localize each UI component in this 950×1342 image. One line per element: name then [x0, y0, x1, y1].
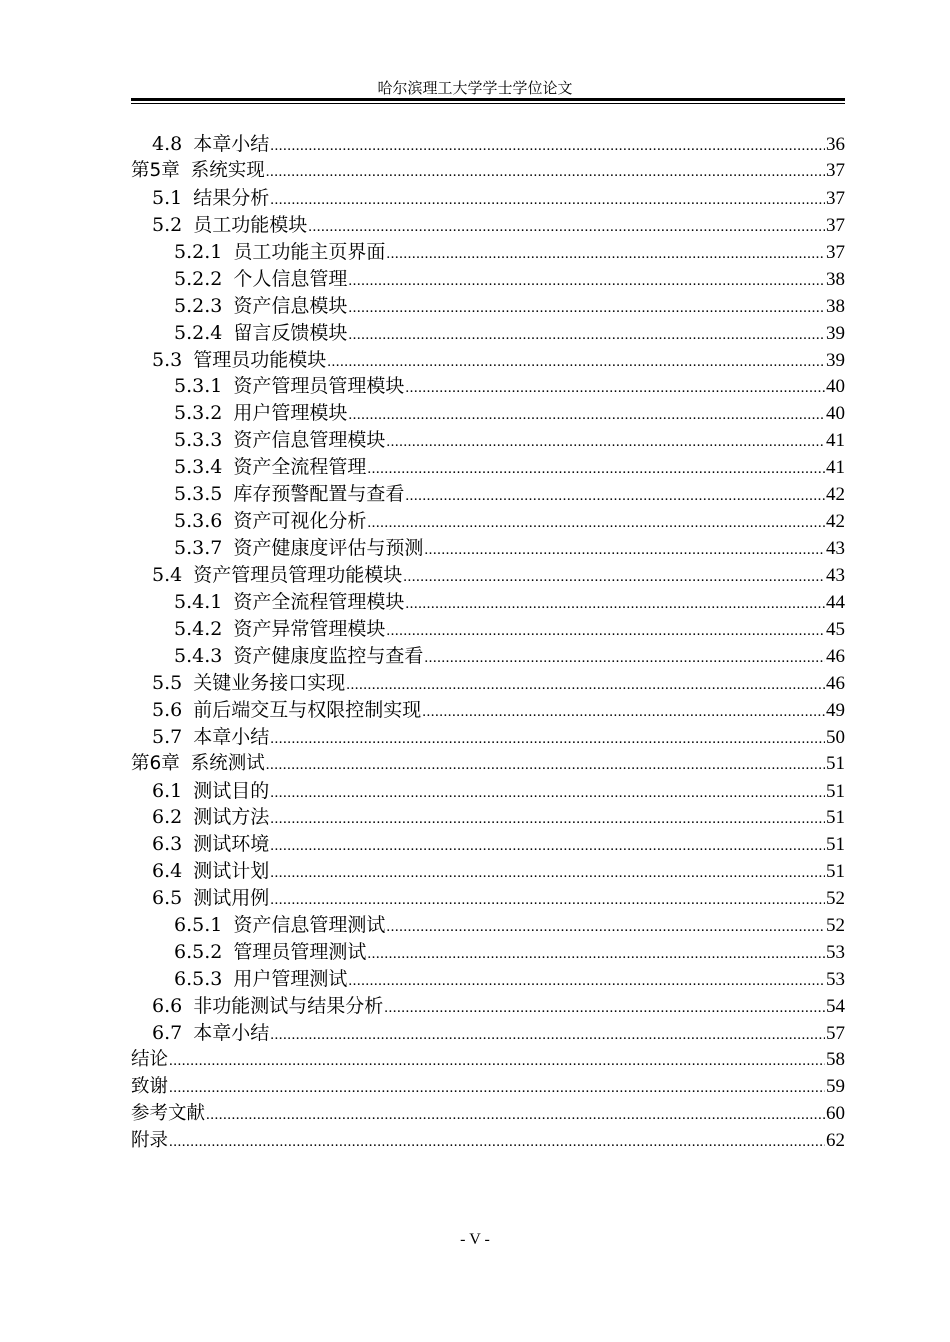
toc-entry-page: 40 — [826, 376, 845, 398]
toc-entry[interactable] — [131, 831, 845, 858]
toc-dot-leader — [270, 187, 825, 212]
toc-entry-title: 员工功能模块 — [193, 213, 308, 236]
toc-entry[interactable] — [131, 347, 845, 374]
toc-entry[interactable] — [131, 266, 845, 293]
toc-dot-leader — [270, 726, 825, 751]
toc-entry-number: 6.3 — [152, 833, 183, 856]
toc-entry-title: 本章小结 — [193, 1021, 270, 1044]
toc-entry-title: 非功能测试与结果分析 — [193, 995, 384, 1017]
toc-entry-title: 用户管理测试 — [233, 968, 348, 991]
toc-entry-page: 53 — [826, 969, 845, 991]
toc-entry[interactable] — [131, 804, 845, 831]
toc-entry-number: 5.6 — [152, 698, 183, 721]
toc-entry-title: 本章小结 — [193, 133, 270, 155]
toc-dot-leader — [266, 752, 825, 778]
toc-entry-title: 用户管理模块 — [233, 402, 348, 425]
toc-dot-leader — [386, 618, 825, 643]
toc-dot-leader — [367, 510, 825, 535]
toc-entry-number: 5.3.1 — [174, 375, 223, 398]
toc-entry-page: 38 — [826, 295, 845, 317]
toc-entry-page: 39 — [826, 322, 845, 344]
toc-entry-page: 46 — [826, 672, 845, 694]
toc-entry[interactable] — [131, 751, 845, 778]
toc-entry-title: 本章小结 — [193, 725, 270, 748]
toc-entry[interactable] — [131, 939, 845, 966]
toc-entry[interactable] — [131, 858, 845, 885]
toc-entry-page: 52 — [826, 888, 845, 910]
toc-entry-page: 42 — [826, 484, 845, 506]
toc-entry-number: 5.3.2 — [174, 402, 223, 425]
toc-entry-number: 6.5 — [152, 887, 183, 910]
toc-entry-title: 资产健康度监控与查看 — [233, 644, 424, 667]
toc-entry-title: 测试用例 — [193, 887, 270, 910]
toc-entry-number: 5.3.6 — [174, 510, 223, 533]
toc-entry-number: 5.7 — [152, 725, 183, 748]
toc-entry-title: 库存预警配置与查看 — [233, 483, 405, 506]
toc-dot-leader — [384, 995, 825, 1020]
toc-entry-page: 62 — [826, 1129, 845, 1151]
toc-entry-number: 5.3.4 — [174, 456, 223, 479]
toc-entry-page: 41 — [826, 430, 845, 452]
toc-entry-page: 43 — [826, 565, 845, 586]
toc-entry-page: 40 — [826, 403, 845, 425]
toc-dot-leader — [270, 133, 825, 158]
toc-entry-title: 员工功能主页界面 — [233, 240, 386, 263]
toc-entry-page: 37 — [826, 214, 845, 236]
toc-entry[interactable] — [131, 158, 845, 185]
toc-dot-leader — [405, 483, 825, 508]
toc-entry[interactable] — [131, 1047, 845, 1074]
toc-entry-page: 51 — [826, 834, 845, 856]
toc-dot-leader — [386, 914, 825, 939]
toc-entry-page: 60 — [826, 1102, 845, 1124]
toc-entry-title: 资产管理员管理模块 — [233, 375, 405, 398]
toc-entry-page: 59 — [826, 1075, 845, 1097]
toc-entry-number: 6.1 — [152, 779, 183, 802]
toc-dot-leader — [346, 672, 825, 697]
toc-dot-leader — [270, 833, 825, 858]
toc-entry[interactable] — [131, 562, 845, 589]
toc-entry-title: 参考文献 — [131, 1102, 206, 1124]
toc-dot-leader — [405, 375, 825, 400]
toc-entry[interactable] — [131, 993, 845, 1020]
toc-dot-leader — [206, 1102, 825, 1128]
toc-dot-leader — [169, 1048, 825, 1074]
toc-entry-number: 5.2.4 — [174, 321, 223, 344]
toc-entry-title: 资产信息管理模块 — [233, 429, 386, 452]
toc-entry[interactable] — [131, 239, 845, 266]
toc-entry-page: 39 — [826, 349, 845, 371]
toc-dot-leader — [386, 429, 825, 454]
toc-entry-title: 留言反馈模块 — [233, 321, 348, 344]
toc-entry-number: 6.6 — [152, 995, 183, 1017]
toc-entry-number: 5.3.5 — [174, 483, 223, 506]
toc-entry-number: 第5章 — [131, 159, 180, 181]
toc-entry-number: 5.1 — [152, 186, 183, 209]
toc-dot-leader — [348, 968, 825, 993]
toc-entry[interactable] — [131, 778, 845, 805]
toc-entry[interactable] — [131, 1101, 845, 1128]
toc-entry-page: 38 — [826, 268, 845, 290]
toc-dot-leader — [405, 591, 825, 616]
toc-entry[interactable] — [131, 885, 845, 912]
toc-entry-title: 资产全流程管理模块 — [233, 590, 405, 613]
toc-entry-title: 结果分析 — [193, 186, 270, 209]
toc-entry-page: 36 — [826, 134, 845, 155]
toc-entry-number: 5.3.7 — [174, 537, 223, 560]
toc-entry[interactable] — [131, 508, 845, 535]
toc-entry-number: 6.4 — [152, 860, 183, 883]
toc-entry-page: 44 — [826, 591, 845, 613]
toc-entry-page: 43 — [826, 538, 845, 560]
toc-dot-leader — [270, 887, 825, 912]
toc-entry-title: 管理员功能模块 — [193, 348, 327, 371]
toc-entry[interactable] — [131, 670, 845, 697]
toc-dot-leader — [327, 349, 825, 374]
toc-entry-page: 54 — [826, 996, 845, 1017]
toc-dot-leader — [348, 402, 825, 427]
toc-entry-title: 资产可视化分析 — [233, 510, 367, 533]
header-rule-thick — [131, 98, 845, 101]
toc-entry-title: 关键业务接口实现 — [193, 671, 346, 694]
toc-entry-title: 个人信息管理 — [233, 267, 348, 290]
header-title: 哈尔滨理工大学学士学位论文 — [377, 79, 573, 97]
toc-entry-page: 51 — [826, 752, 845, 774]
toc-entry[interactable] — [131, 697, 845, 724]
toc-entry-title: 资产信息模块 — [233, 294, 348, 317]
toc-entry-title: 资产异常管理模块 — [233, 617, 386, 640]
toc-entry-title: 系统测试 — [190, 752, 265, 774]
toc-entry-title: 资产信息管理测试 — [233, 914, 386, 937]
toc-entry-number: 5.3 — [152, 348, 183, 371]
toc-entry-title: 资产全流程管理 — [233, 456, 367, 479]
toc-entry-page: 46 — [826, 645, 845, 667]
toc-entry-title: 测试计划 — [193, 860, 270, 883]
toc-entry[interactable] — [131, 293, 845, 320]
toc-dot-leader — [367, 941, 825, 966]
toc-entry[interactable] — [131, 616, 845, 643]
toc-entry-number: 6.5.3 — [174, 968, 223, 991]
toc-entry[interactable] — [131, 1020, 845, 1047]
toc-entry-page: 52 — [826, 915, 845, 937]
toc-entry[interactable] — [131, 643, 845, 670]
toc-entry-number: 5.4.2 — [174, 617, 223, 640]
toc-entry[interactable] — [131, 724, 845, 751]
toc-entry-title: 测试环境 — [193, 833, 270, 856]
toc-entry[interactable] — [131, 912, 845, 939]
toc-entry-title: 系统实现 — [190, 159, 265, 181]
toc-entry-page: 42 — [826, 511, 845, 533]
toc-dot-leader — [169, 1129, 825, 1155]
toc-entry[interactable] — [131, 131, 845, 158]
toc-entry-title: 测试目的 — [193, 779, 270, 802]
toc-dot-leader — [424, 537, 825, 562]
table-of-contents — [131, 131, 845, 1155]
toc-entry-number: 5.4 — [152, 564, 183, 586]
toc-dot-leader — [386, 241, 825, 266]
toc-dot-leader — [169, 1075, 825, 1101]
toc-entry-page: 41 — [826, 457, 845, 479]
toc-entry-number: 5.5 — [152, 671, 183, 694]
toc-entry[interactable] — [131, 481, 845, 508]
toc-entry-page: 51 — [826, 861, 845, 883]
toc-entry-number: 5.2.2 — [174, 267, 223, 290]
toc-entry-title: 结论 — [131, 1048, 169, 1070]
toc-entry-number: 5.2.1 — [174, 240, 223, 263]
toc-entry[interactable] — [131, 535, 845, 562]
toc-entry-number: 6.5.1 — [174, 914, 223, 937]
toc-dot-leader — [403, 564, 825, 589]
toc-entry[interactable] — [131, 966, 845, 993]
toc-entry-number: 4.8 — [152, 133, 183, 155]
toc-entry-title: 资产健康度评估与预测 — [233, 537, 424, 560]
toc-entry-page: 37 — [826, 159, 845, 181]
toc-entry[interactable] — [131, 320, 845, 347]
toc-entry-title: 前后端交互与权限控制实现 — [193, 698, 422, 721]
toc-entry-number: 第6章 — [131, 752, 180, 774]
toc-dot-leader — [422, 699, 825, 724]
toc-entry[interactable] — [131, 589, 845, 616]
toc-dot-leader — [270, 806, 825, 831]
toc-entry-page: 51 — [826, 780, 845, 802]
toc-entry[interactable] — [131, 1074, 845, 1101]
toc-entry-number: 5.2.3 — [174, 294, 223, 317]
toc-dot-leader — [348, 295, 825, 320]
toc-entry-page: 37 — [826, 187, 845, 209]
toc-entry-title: 管理员管理测试 — [233, 941, 367, 964]
toc-entry[interactable] — [131, 400, 845, 427]
toc-entry[interactable] — [131, 427, 845, 454]
toc-dot-leader — [348, 322, 825, 347]
toc-entry-title: 测试方法 — [193, 806, 270, 829]
toc-dot-leader — [270, 780, 825, 805]
toc-entry-page: 51 — [826, 807, 845, 829]
toc-entry-page: 57 — [826, 1022, 845, 1044]
toc-entry[interactable] — [131, 185, 845, 212]
toc-entry-page: 58 — [826, 1048, 845, 1070]
toc-entry-number: 5.3.3 — [174, 429, 223, 452]
toc-entry[interactable] — [131, 1128, 845, 1155]
toc-entry-title: 附录 — [131, 1129, 169, 1151]
toc-entry-number: 5.4.3 — [174, 644, 223, 667]
toc-entry-number: 6.2 — [152, 806, 183, 829]
header-rule-thin — [131, 103, 845, 104]
toc-entry-number: 6.5.2 — [174, 941, 223, 964]
toc-dot-leader — [308, 214, 825, 239]
toc-entry-number: 5.2 — [152, 213, 183, 236]
toc-entry[interactable] — [131, 454, 845, 481]
page-number: - V - — [460, 1231, 490, 1248]
toc-entry-number: 6.7 — [152, 1021, 183, 1044]
toc-entry-page: 49 — [826, 699, 845, 721]
toc-dot-leader — [266, 159, 825, 185]
toc-dot-leader — [270, 1022, 825, 1047]
toc-entry-page: 45 — [826, 618, 845, 640]
toc-dot-leader — [348, 268, 825, 293]
toc-dot-leader — [270, 860, 825, 885]
toc-entry-title: 资产管理员管理功能模块 — [193, 564, 403, 586]
toc-entry-number: 5.4.1 — [174, 590, 223, 613]
toc-entry[interactable] — [131, 212, 845, 239]
toc-entry-title: 致谢 — [131, 1075, 169, 1097]
toc-dot-leader — [367, 456, 825, 481]
toc-entry-page: 50 — [826, 726, 845, 748]
toc-entry-page: 37 — [826, 241, 845, 263]
toc-entry[interactable] — [131, 373, 845, 400]
toc-dot-leader — [424, 645, 825, 670]
toc-entry-page: 53 — [826, 942, 845, 964]
